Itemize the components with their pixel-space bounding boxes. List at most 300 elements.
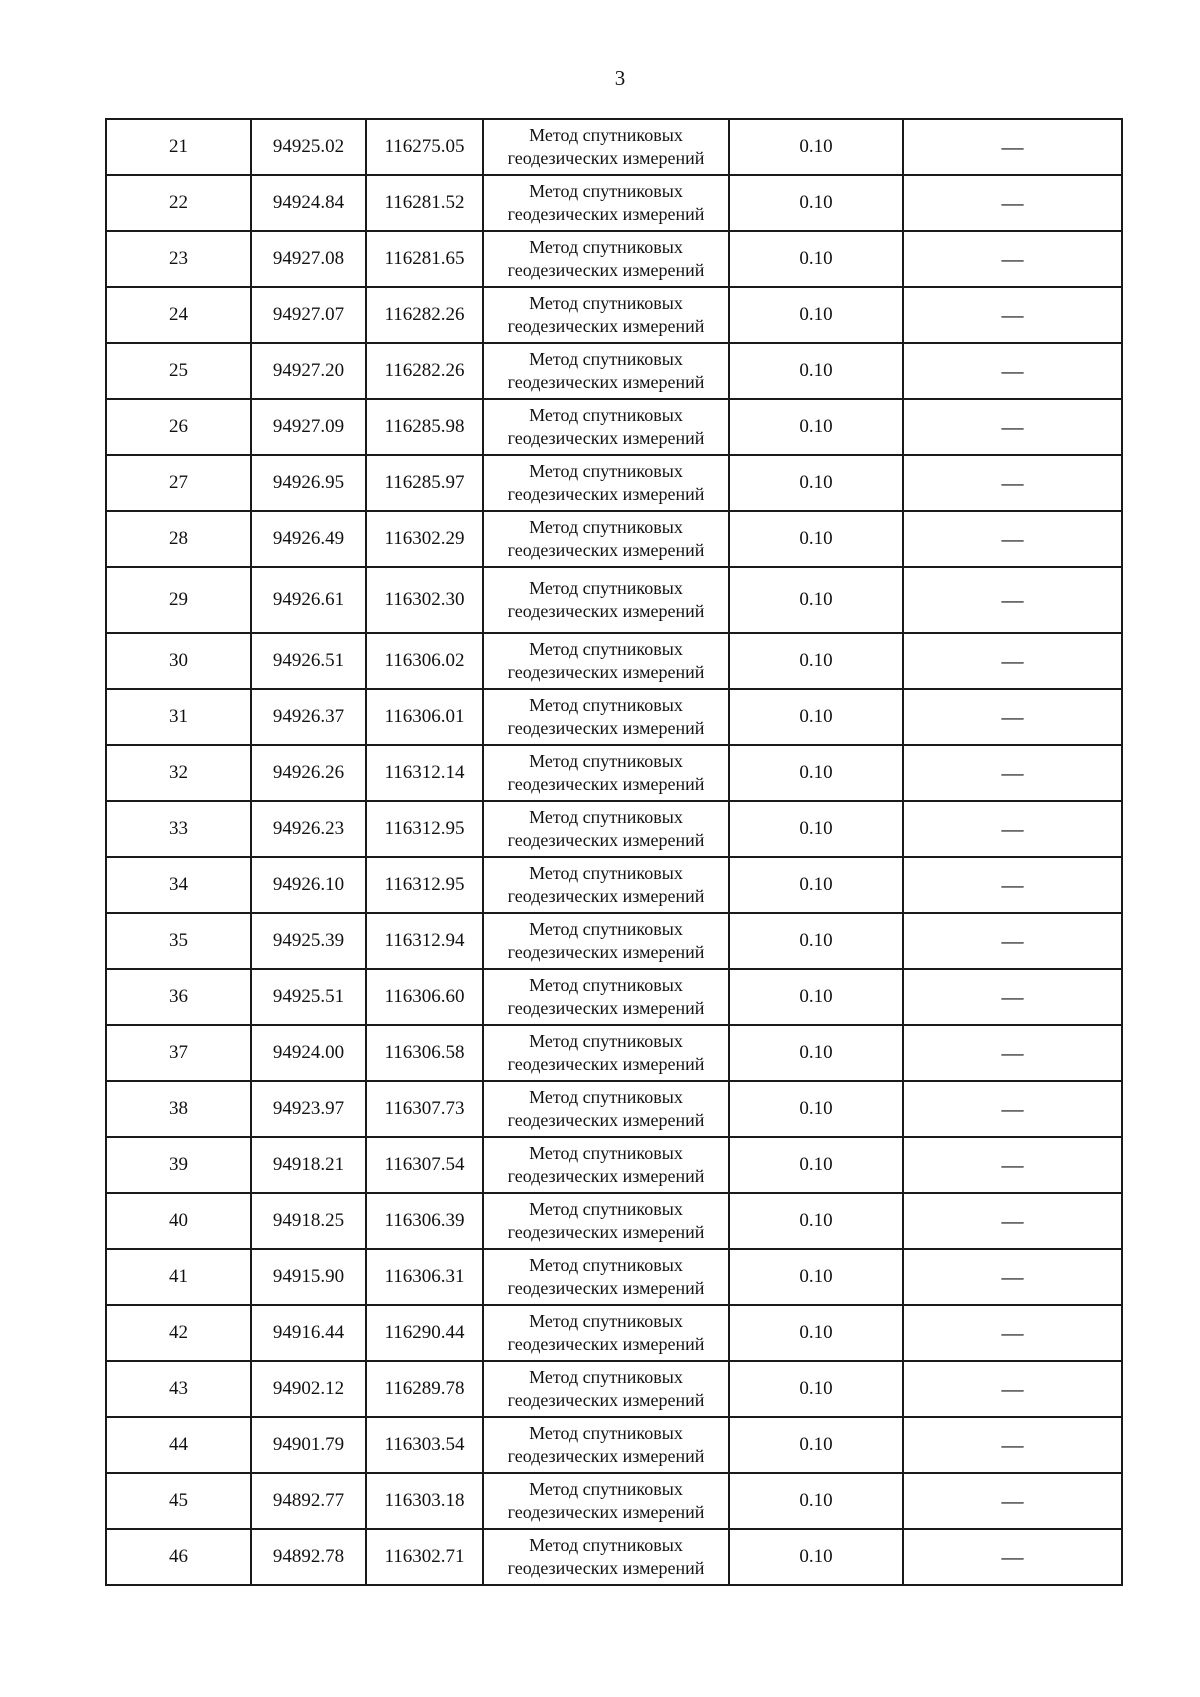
x-coordinate: 94892.77 bbox=[272, 1490, 345, 1512]
x-coordinate: 94902.12 bbox=[272, 1378, 345, 1400]
y-coordinate-cell bbox=[366, 511, 483, 567]
method-cell bbox=[483, 1081, 729, 1137]
x-coordinate-cell bbox=[251, 1473, 366, 1529]
accuracy-value: 0.10 bbox=[799, 1266, 833, 1288]
method-line-1: Метод спутниковых bbox=[529, 1423, 683, 1443]
point-number-cell bbox=[106, 1361, 251, 1417]
table-row bbox=[106, 633, 1122, 689]
accuracy-cell bbox=[729, 399, 903, 455]
point-number-cell bbox=[106, 1529, 251, 1585]
x-coordinate: 94926.61 bbox=[272, 589, 345, 611]
table-row bbox=[106, 745, 1122, 801]
y-coordinate-cell bbox=[366, 745, 483, 801]
accuracy-cell bbox=[729, 801, 903, 857]
accuracy-cell bbox=[729, 633, 903, 689]
method-line-1: Метод спутниковых bbox=[529, 237, 683, 257]
accuracy-value: 0.10 bbox=[799, 1042, 833, 1064]
x-coordinate-cell bbox=[251, 1193, 366, 1249]
x-coordinate-cell bbox=[251, 801, 366, 857]
note-cell bbox=[903, 1529, 1122, 1585]
method-line-2: геодезических измерений bbox=[507, 1166, 705, 1186]
y-coordinate: 116302.71 bbox=[384, 1546, 465, 1568]
table-row bbox=[106, 1417, 1122, 1473]
method-line-1: Метод спутниковых bbox=[529, 578, 683, 598]
x-coordinate-cell bbox=[251, 119, 366, 175]
accuracy-cell bbox=[729, 969, 903, 1025]
method-cell bbox=[483, 1305, 729, 1361]
accuracy-value: 0.10 bbox=[799, 360, 833, 382]
note-value: — bbox=[1001, 816, 1024, 842]
table-row bbox=[106, 1193, 1122, 1249]
method-cell bbox=[483, 1417, 729, 1473]
table-row bbox=[106, 1361, 1122, 1417]
point-number-cell bbox=[106, 689, 251, 745]
method-line-2: геодезических измерений bbox=[507, 540, 705, 560]
method-line-2: геодезических измерений bbox=[507, 830, 705, 850]
note-value: — bbox=[1001, 302, 1024, 328]
accuracy-cell bbox=[729, 689, 903, 745]
point-number: 23 bbox=[169, 248, 188, 270]
accuracy-cell bbox=[729, 175, 903, 231]
y-coordinate-cell bbox=[366, 1193, 483, 1249]
method-cell bbox=[483, 857, 729, 913]
note-cell bbox=[903, 1473, 1122, 1529]
accuracy-cell bbox=[729, 1417, 903, 1473]
method-cell bbox=[483, 689, 729, 745]
point-number-cell bbox=[106, 857, 251, 913]
note-value: — bbox=[1001, 1488, 1024, 1514]
method-cell bbox=[483, 801, 729, 857]
note-value: — bbox=[1001, 526, 1024, 552]
method-line-1: Метод спутниковых bbox=[529, 1311, 683, 1331]
accuracy-cell bbox=[729, 1305, 903, 1361]
y-coordinate: 116312.95 bbox=[384, 818, 465, 840]
point-number-cell bbox=[106, 567, 251, 633]
x-coordinate-cell bbox=[251, 287, 366, 343]
note-value: — bbox=[1001, 1152, 1024, 1178]
y-coordinate: 116289.78 bbox=[384, 1378, 465, 1400]
method-line-1: Метод спутниковых bbox=[529, 461, 683, 481]
note-cell bbox=[903, 1417, 1122, 1473]
y-coordinate-cell bbox=[366, 1529, 483, 1585]
table-row bbox=[106, 175, 1122, 231]
y-coordinate: 116281.65 bbox=[384, 248, 465, 270]
y-coordinate: 116306.58 bbox=[384, 1042, 465, 1064]
note-cell bbox=[903, 119, 1122, 175]
method-line-1: Метод спутниковых bbox=[529, 1143, 683, 1163]
accuracy-cell bbox=[729, 1249, 903, 1305]
note-value: — bbox=[1001, 134, 1024, 160]
note-value: — bbox=[1001, 1264, 1024, 1290]
method-line-1: Метод спутниковых bbox=[529, 349, 683, 369]
note-value: — bbox=[1001, 1544, 1024, 1570]
point-number: 43 bbox=[169, 1378, 188, 1400]
point-number-cell bbox=[106, 175, 251, 231]
note-value: — bbox=[1001, 760, 1024, 786]
point-number: 26 bbox=[169, 416, 188, 438]
method-line-2: геодезических измерений bbox=[507, 1278, 705, 1298]
accuracy-value: 0.10 bbox=[799, 930, 833, 952]
accuracy-cell bbox=[729, 913, 903, 969]
point-number: 32 bbox=[169, 762, 188, 784]
table-row bbox=[106, 857, 1122, 913]
method-line-2: геодезических измерений bbox=[507, 148, 705, 168]
x-coordinate-cell bbox=[251, 633, 366, 689]
point-number-cell bbox=[106, 1417, 251, 1473]
method-line-2: геодезических измерений bbox=[507, 942, 705, 962]
accuracy-value: 0.10 bbox=[799, 986, 833, 1008]
y-coordinate-cell bbox=[366, 1417, 483, 1473]
x-coordinate: 94901.79 bbox=[272, 1434, 345, 1456]
method-cell bbox=[483, 511, 729, 567]
accuracy-cell bbox=[729, 1081, 903, 1137]
note-value: — bbox=[1001, 1320, 1024, 1346]
y-coordinate: 116285.97 bbox=[384, 472, 465, 494]
x-coordinate-cell bbox=[251, 1081, 366, 1137]
x-coordinate-cell bbox=[251, 1249, 366, 1305]
point-number-cell bbox=[106, 913, 251, 969]
method-cell bbox=[483, 1193, 729, 1249]
method-line-1: Метод спутниковых bbox=[529, 1087, 683, 1107]
point-number-cell bbox=[106, 1081, 251, 1137]
accuracy-cell bbox=[729, 1193, 903, 1249]
note-value: — bbox=[1001, 358, 1024, 384]
y-coordinate: 116303.18 bbox=[384, 1490, 465, 1512]
table-row bbox=[106, 801, 1122, 857]
method-line-2: геодезических измерений bbox=[507, 1110, 705, 1130]
note-cell bbox=[903, 231, 1122, 287]
method-line-2: геодезических измерений bbox=[507, 601, 705, 621]
y-coordinate: 116312.14 bbox=[384, 762, 465, 784]
note-value: — bbox=[1001, 928, 1024, 954]
method-line-1: Метод спутниковых bbox=[529, 1367, 683, 1387]
accuracy-value: 0.10 bbox=[799, 1490, 833, 1512]
x-coordinate-cell bbox=[251, 1529, 366, 1585]
coordinates-table bbox=[105, 118, 1123, 1586]
y-coordinate-cell bbox=[366, 689, 483, 745]
point-number-cell bbox=[106, 745, 251, 801]
table-row bbox=[106, 1305, 1122, 1361]
accuracy-value: 0.10 bbox=[799, 650, 833, 672]
note-cell bbox=[903, 1361, 1122, 1417]
method-cell bbox=[483, 1249, 729, 1305]
note-value: — bbox=[1001, 1208, 1024, 1234]
y-coordinate: 116306.39 bbox=[384, 1210, 465, 1232]
method-line-1: Метод спутниковых bbox=[529, 695, 683, 715]
accuracy-cell bbox=[729, 511, 903, 567]
y-coordinate: 116307.54 bbox=[384, 1154, 465, 1176]
accuracy-value: 0.10 bbox=[799, 1322, 833, 1344]
accuracy-value: 0.10 bbox=[799, 1098, 833, 1120]
method-cell bbox=[483, 175, 729, 231]
y-coordinate: 116281.52 bbox=[384, 192, 465, 214]
method-line-1: Метод спутниковых bbox=[529, 975, 683, 995]
point-number: 35 bbox=[169, 930, 188, 952]
accuracy-value: 0.10 bbox=[799, 706, 833, 728]
table-row bbox=[106, 1081, 1122, 1137]
point-number: 34 bbox=[169, 874, 188, 896]
y-coordinate-cell bbox=[366, 1305, 483, 1361]
table-row bbox=[106, 913, 1122, 969]
method-line-2: геодезических измерений bbox=[507, 316, 705, 336]
point-number-cell bbox=[106, 1305, 251, 1361]
x-coordinate: 94925.39 bbox=[272, 930, 345, 952]
note-value: — bbox=[1001, 470, 1024, 496]
table-row bbox=[106, 119, 1122, 175]
accuracy-cell bbox=[729, 567, 903, 633]
x-coordinate-cell bbox=[251, 745, 366, 801]
y-coordinate-cell bbox=[366, 231, 483, 287]
point-number-cell bbox=[106, 399, 251, 455]
table-row bbox=[106, 1249, 1122, 1305]
x-coordinate: 94924.84 bbox=[272, 192, 345, 214]
y-coordinate: 116282.26 bbox=[384, 304, 465, 326]
y-coordinate-cell bbox=[366, 455, 483, 511]
point-number-cell bbox=[106, 119, 251, 175]
note-cell bbox=[903, 567, 1122, 633]
x-coordinate: 94927.07 bbox=[272, 304, 345, 326]
method-cell bbox=[483, 1137, 729, 1193]
x-coordinate-cell bbox=[251, 1417, 366, 1473]
x-coordinate-cell bbox=[251, 913, 366, 969]
point-number-cell bbox=[106, 1249, 251, 1305]
method-line-2: геодезических измерений bbox=[507, 1222, 705, 1242]
accuracy-value: 0.10 bbox=[799, 1378, 833, 1400]
accuracy-cell bbox=[729, 1361, 903, 1417]
note-cell bbox=[903, 455, 1122, 511]
point-number: 30 bbox=[169, 650, 188, 672]
x-coordinate: 94915.90 bbox=[272, 1266, 345, 1288]
method-line-2: геодезических измерений bbox=[507, 998, 705, 1018]
method-cell bbox=[483, 1025, 729, 1081]
x-coordinate: 94916.44 bbox=[272, 1322, 345, 1344]
y-coordinate: 116282.26 bbox=[384, 360, 465, 382]
accuracy-value: 0.10 bbox=[799, 528, 833, 550]
method-line-1: Метод спутниковых bbox=[529, 639, 683, 659]
note-cell bbox=[903, 745, 1122, 801]
x-coordinate-cell bbox=[251, 969, 366, 1025]
point-number-cell bbox=[106, 1473, 251, 1529]
accuracy-cell bbox=[729, 343, 903, 399]
point-number: 25 bbox=[169, 360, 188, 382]
accuracy-value: 0.10 bbox=[799, 762, 833, 784]
point-number: 40 bbox=[169, 1210, 188, 1232]
method-line-1: Метод спутниковых bbox=[529, 863, 683, 883]
method-cell bbox=[483, 399, 729, 455]
method-cell bbox=[483, 231, 729, 287]
x-coordinate: 94926.10 bbox=[272, 874, 345, 896]
y-coordinate: 116306.31 bbox=[384, 1266, 465, 1288]
method-cell bbox=[483, 455, 729, 511]
y-coordinate-cell bbox=[366, 567, 483, 633]
point-number: 28 bbox=[169, 528, 188, 550]
x-coordinate-cell bbox=[251, 455, 366, 511]
note-cell bbox=[903, 913, 1122, 969]
y-coordinate: 116275.05 bbox=[384, 136, 465, 158]
note-value: — bbox=[1001, 190, 1024, 216]
accuracy-value: 0.10 bbox=[799, 192, 833, 214]
note-cell bbox=[903, 175, 1122, 231]
note-value: — bbox=[1001, 414, 1024, 440]
table-row bbox=[106, 1473, 1122, 1529]
x-coordinate: 94924.00 bbox=[272, 1042, 345, 1064]
accuracy-cell bbox=[729, 1137, 903, 1193]
y-coordinate: 116302.29 bbox=[384, 528, 465, 550]
note-cell bbox=[903, 1193, 1122, 1249]
method-line-1: Метод спутниковых bbox=[529, 807, 683, 827]
point-number-cell bbox=[106, 633, 251, 689]
method-line-1: Метод спутниковых bbox=[529, 293, 683, 313]
point-number-cell bbox=[106, 1137, 251, 1193]
x-coordinate: 94926.37 bbox=[272, 706, 345, 728]
method-line-1: Метод спутниковых bbox=[529, 1255, 683, 1275]
x-coordinate-cell bbox=[251, 231, 366, 287]
note-value: — bbox=[1001, 587, 1024, 613]
table-row bbox=[106, 455, 1122, 511]
method-cell bbox=[483, 567, 729, 633]
point-number-cell bbox=[106, 801, 251, 857]
method-line-2: геодезических измерений bbox=[507, 1446, 705, 1466]
accuracy-cell bbox=[729, 119, 903, 175]
x-coordinate-cell bbox=[251, 343, 366, 399]
note-cell bbox=[903, 1025, 1122, 1081]
y-coordinate: 116312.95 bbox=[384, 874, 465, 896]
method-line-2: геодезических измерений bbox=[507, 1334, 705, 1354]
point-number-cell bbox=[106, 287, 251, 343]
method-line-2: геодезических измерений bbox=[507, 484, 705, 504]
table-row bbox=[106, 1137, 1122, 1193]
method-cell bbox=[483, 633, 729, 689]
x-coordinate: 94925.51 bbox=[272, 986, 345, 1008]
x-coordinate-cell bbox=[251, 1137, 366, 1193]
method-cell bbox=[483, 745, 729, 801]
note-cell bbox=[903, 689, 1122, 745]
note-cell bbox=[903, 287, 1122, 343]
table-row bbox=[106, 567, 1122, 633]
method-line-1: Метод спутниковых bbox=[529, 1535, 683, 1555]
x-coordinate: 94918.21 bbox=[272, 1154, 345, 1176]
y-coordinate: 116285.98 bbox=[384, 416, 465, 438]
note-cell bbox=[903, 633, 1122, 689]
x-coordinate: 94926.23 bbox=[272, 818, 345, 840]
x-coordinate-cell bbox=[251, 857, 366, 913]
method-line-1: Метод спутниковых bbox=[529, 1479, 683, 1499]
method-line-1: Метод спутниковых bbox=[529, 405, 683, 425]
method-cell bbox=[483, 913, 729, 969]
point-number: 42 bbox=[169, 1322, 188, 1344]
table-row bbox=[106, 1025, 1122, 1081]
method-line-1: Метод спутниковых bbox=[529, 751, 683, 771]
note-value: — bbox=[1001, 1040, 1024, 1066]
accuracy-value: 0.10 bbox=[799, 1434, 833, 1456]
method-line-1: Метод спутниковых bbox=[529, 517, 683, 537]
accuracy-cell bbox=[729, 1473, 903, 1529]
point-number: 38 bbox=[169, 1098, 188, 1120]
table-row bbox=[106, 231, 1122, 287]
note-cell bbox=[903, 1137, 1122, 1193]
point-number: 21 bbox=[169, 136, 188, 158]
method-line-2: геодезических измерений bbox=[507, 260, 705, 280]
note-cell bbox=[903, 1305, 1122, 1361]
x-coordinate-cell bbox=[251, 567, 366, 633]
note-cell bbox=[903, 857, 1122, 913]
y-coordinate-cell bbox=[366, 287, 483, 343]
point-number: 29 bbox=[169, 589, 188, 611]
method-line-1: Метод спутниковых bbox=[529, 919, 683, 939]
x-coordinate-cell bbox=[251, 1025, 366, 1081]
method-line-1: Метод спутниковых bbox=[529, 181, 683, 201]
method-line-2: геодезических измерений bbox=[507, 1558, 705, 1578]
x-coordinate-cell bbox=[251, 511, 366, 567]
table-body bbox=[106, 119, 1122, 1585]
y-coordinate-cell bbox=[366, 175, 483, 231]
accuracy-value: 0.10 bbox=[799, 1546, 833, 1568]
x-coordinate: 94892.78 bbox=[272, 1546, 345, 1568]
point-number-cell bbox=[106, 511, 251, 567]
note-cell bbox=[903, 801, 1122, 857]
note-value: — bbox=[1001, 872, 1024, 898]
x-coordinate: 94918.25 bbox=[272, 1210, 345, 1232]
note-cell bbox=[903, 969, 1122, 1025]
method-line-2: геодезических измерений bbox=[507, 428, 705, 448]
accuracy-cell bbox=[729, 1025, 903, 1081]
y-coordinate-cell bbox=[366, 1025, 483, 1081]
point-number-cell bbox=[106, 1193, 251, 1249]
note-cell bbox=[903, 343, 1122, 399]
y-coordinate-cell bbox=[366, 1361, 483, 1417]
method-line-2: геодезических измерений bbox=[507, 1390, 705, 1410]
y-coordinate-cell bbox=[366, 913, 483, 969]
point-number: 44 bbox=[169, 1434, 188, 1456]
point-number: 45 bbox=[169, 1490, 188, 1512]
accuracy-cell bbox=[729, 745, 903, 801]
point-number: 24 bbox=[169, 304, 188, 326]
x-coordinate: 94926.51 bbox=[272, 650, 345, 672]
note-cell bbox=[903, 399, 1122, 455]
note-value: — bbox=[1001, 1432, 1024, 1458]
y-coordinate-cell bbox=[366, 1473, 483, 1529]
method-line-2: геодезических измерений bbox=[507, 662, 705, 682]
method-line-2: геодезических измерений bbox=[507, 886, 705, 906]
point-number-cell bbox=[106, 231, 251, 287]
x-coordinate: 94926.49 bbox=[272, 528, 345, 550]
y-coordinate: 116306.01 bbox=[384, 706, 465, 728]
y-coordinate: 116303.54 bbox=[384, 1434, 465, 1456]
note-cell bbox=[903, 1081, 1122, 1137]
x-coordinate-cell bbox=[251, 1361, 366, 1417]
point-number: 33 bbox=[169, 818, 188, 840]
method-cell bbox=[483, 119, 729, 175]
y-coordinate-cell bbox=[366, 969, 483, 1025]
point-number-cell bbox=[106, 455, 251, 511]
method-line-2: геодезических измерений bbox=[507, 718, 705, 738]
accuracy-value: 0.10 bbox=[799, 304, 833, 326]
method-line-2: геодезических измерений bbox=[507, 774, 705, 794]
table-row bbox=[106, 1529, 1122, 1585]
method-cell bbox=[483, 1361, 729, 1417]
point-number: 37 bbox=[169, 1042, 188, 1064]
method-line-1: Метод спутниковых bbox=[529, 1031, 683, 1051]
point-number: 27 bbox=[169, 472, 188, 494]
table-row bbox=[106, 511, 1122, 567]
point-number-cell bbox=[106, 343, 251, 399]
note-value: — bbox=[1001, 704, 1024, 730]
accuracy-value: 0.10 bbox=[799, 818, 833, 840]
accuracy-value: 0.10 bbox=[799, 874, 833, 896]
y-coordinate: 116306.02 bbox=[384, 650, 465, 672]
method-line-2: геодезических измерений bbox=[507, 204, 705, 224]
y-coordinate: 116306.60 bbox=[384, 986, 465, 1008]
